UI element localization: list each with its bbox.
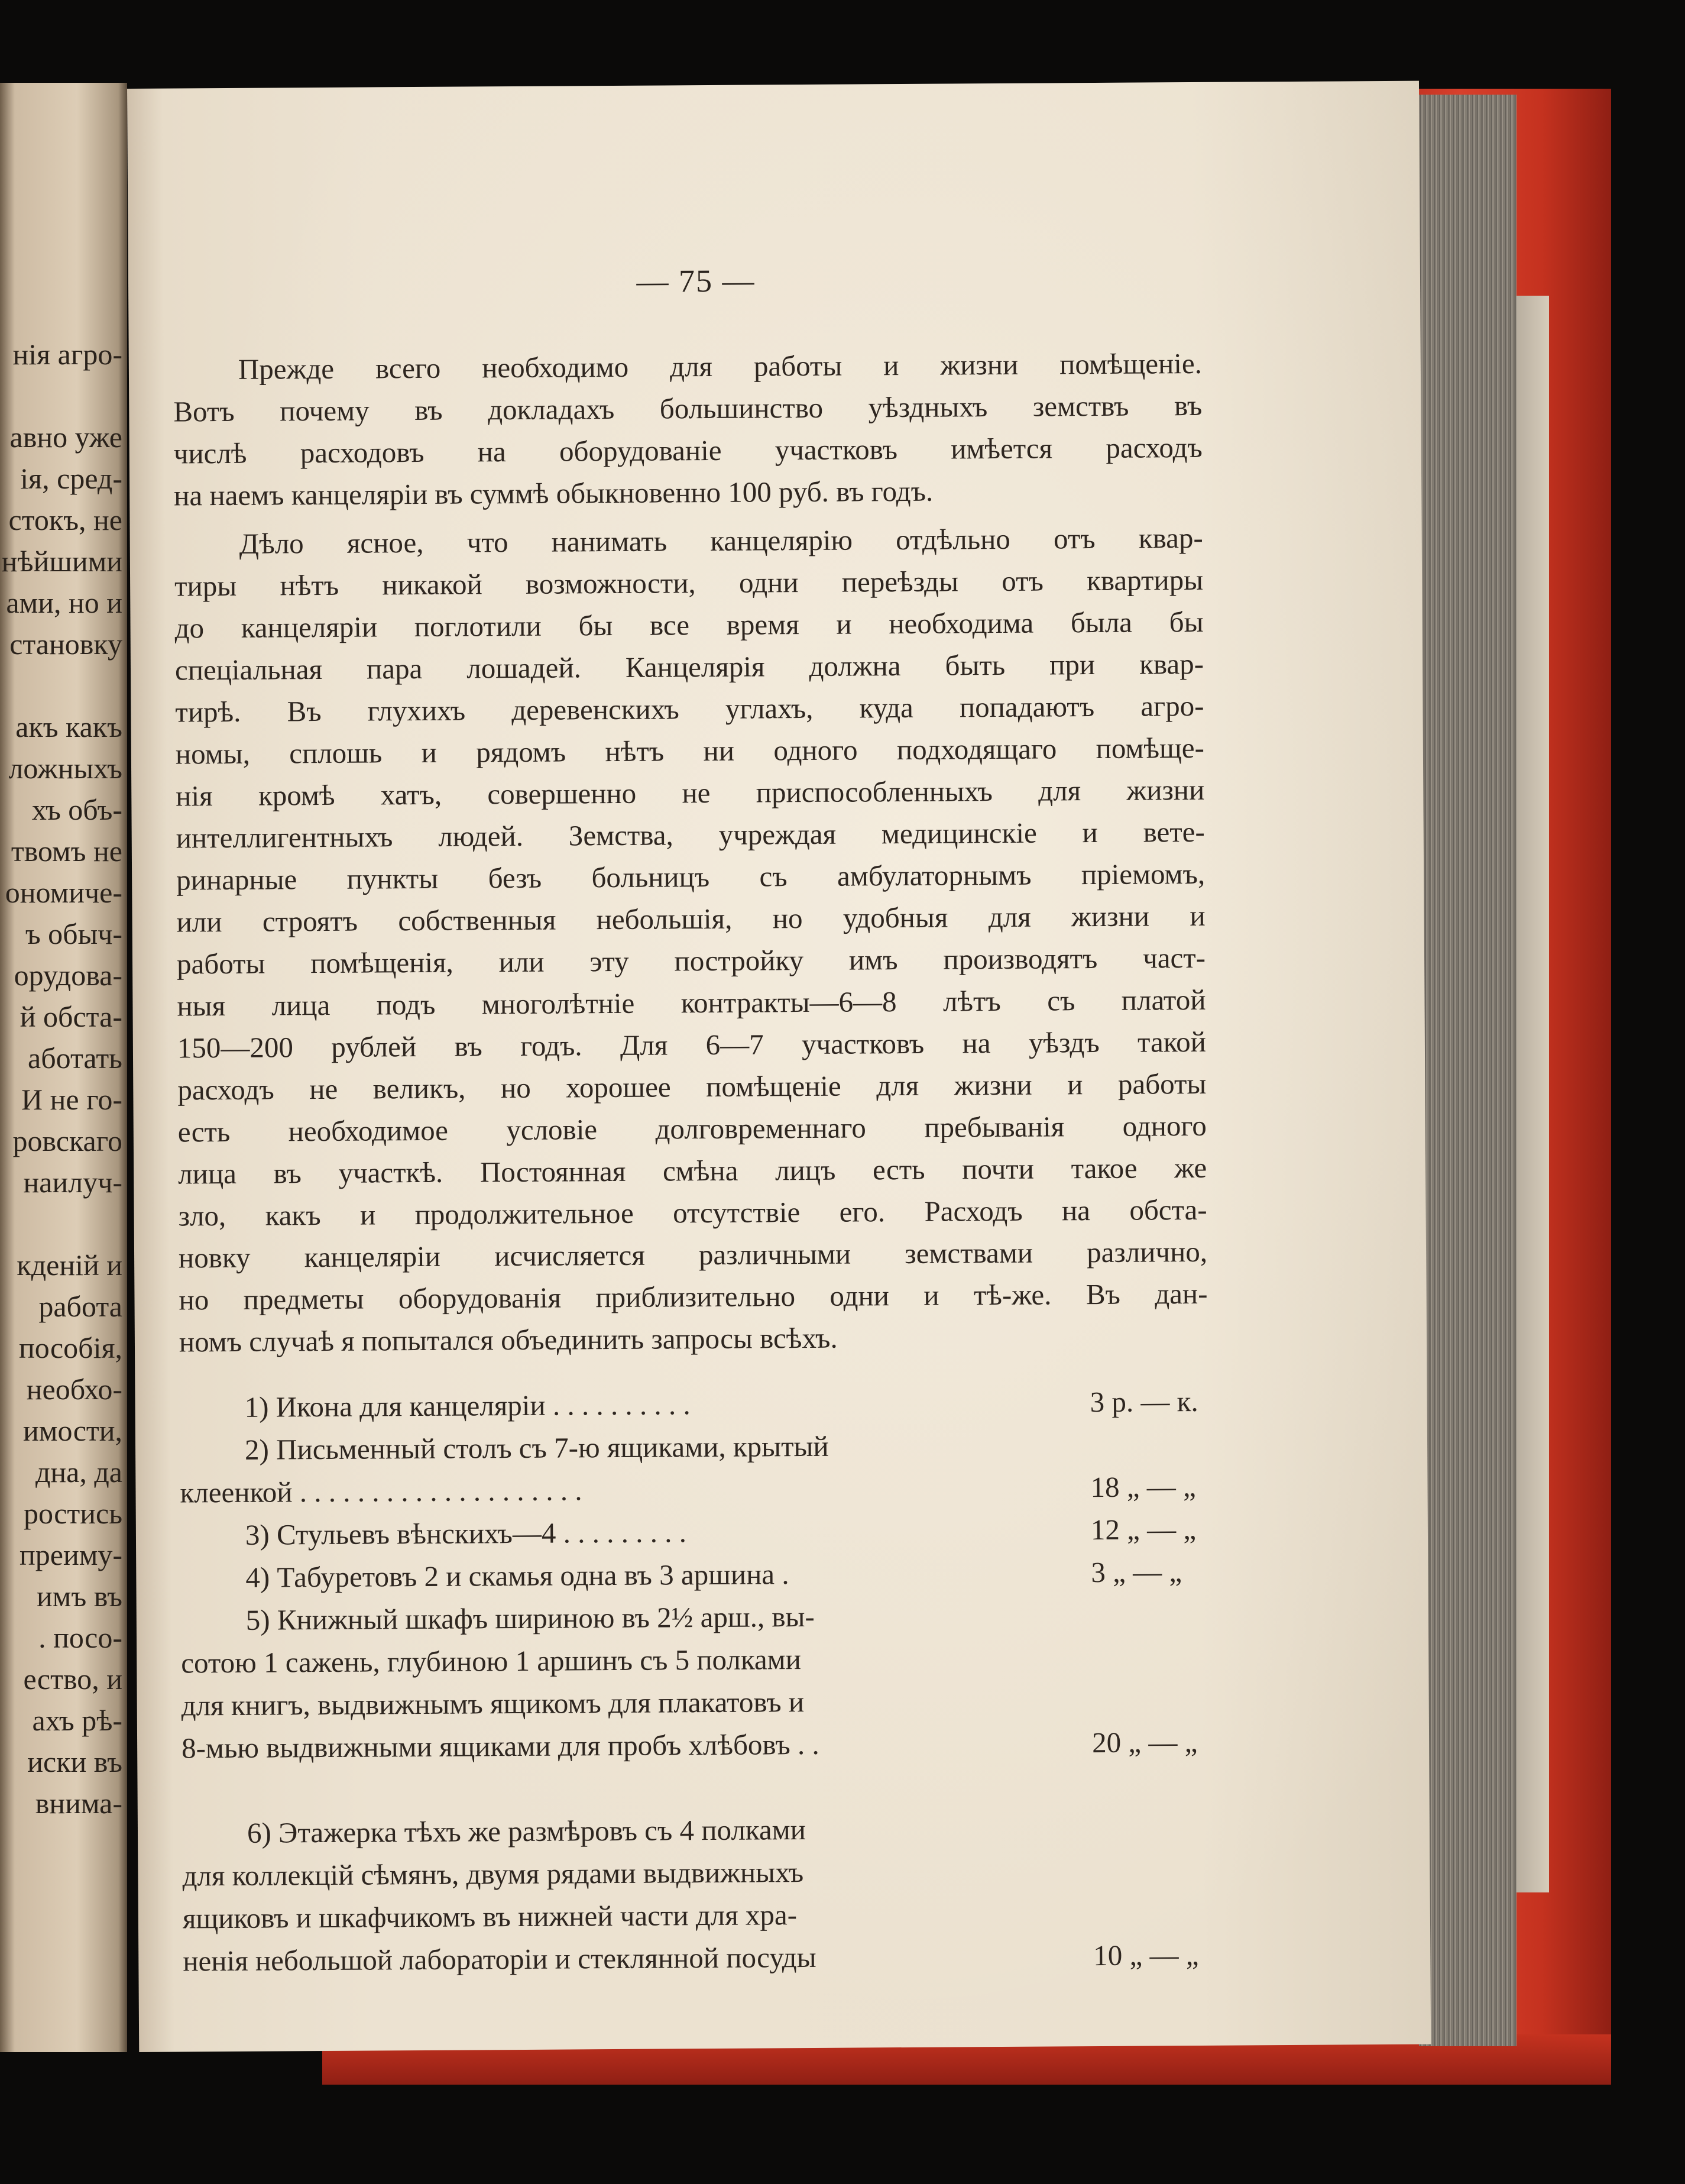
left-page-line: дна, да: [35, 1455, 122, 1489]
text-line: расходъ не великъ, но хорошее помѣщеніе для жизни и работы: [177, 1067, 1207, 1106]
left-page-line: становку: [9, 627, 122, 661]
item-text: для книгъ, выдвижнымъ ящикомъ для плакатовъ и: [181, 1685, 805, 1722]
list-item: [181, 1635, 1245, 1684]
list-item: [182, 1763, 1246, 1812]
list-item: [183, 1891, 1247, 1940]
page-fore-edge: [1419, 95, 1516, 2046]
item-text: ящиковъ и шкафчикомъ въ нижней части для хра-: [182, 1898, 798, 1935]
item-text: 1) Икона для канцеляріи . . . . . . . . . .: [244, 1388, 691, 1423]
list-item: [179, 1380, 1243, 1429]
item-price: 3 „ — „: [1091, 1555, 1182, 1589]
text-line: номъ случаѣ я попытался объединить запросы всѣхъ.: [179, 1321, 838, 1358]
item-text: 5) Книжный шкафъ шириною въ 2½ арш., вы-: [245, 1600, 815, 1636]
left-page-line: ложныхъ: [8, 752, 122, 785]
item-price: 12 „ — „: [1090, 1513, 1197, 1546]
left-page-line: акъ какъ: [15, 710, 122, 743]
left-page-line: иски въ: [27, 1745, 122, 1778]
list-item: [182, 1806, 1246, 1855]
item-text: 4) Табуретовъ 2 и скамья одна въ 3 аршина .: [245, 1558, 789, 1594]
text-line: на наемъ канцеляріи въ суммѣ обыкновенно 100 руб. въ годъ.: [174, 474, 934, 512]
item-text: клеенкой . . . . . . . . . . . . . . . . . . . .: [180, 1474, 582, 1509]
text-line: интеллигентныхъ людей. Земства, учреждая медицинскіе и вете-: [176, 815, 1205, 855]
list-item: [183, 1933, 1247, 1982]
list-item: [180, 1551, 1245, 1600]
text-line: до канцеляріи поглотили бы все время и необходима была бы: [174, 605, 1204, 645]
left-page-line: ономиче-: [5, 876, 122, 909]
left-page-line: наилуч-: [23, 1166, 122, 1199]
item-text: сотою 1 сажень, глубиною 1 аршинъ съ 5 полками: [181, 1643, 802, 1680]
left-page-line: необхо-: [26, 1373, 122, 1406]
item-price: 20 „ — „: [1091, 1725, 1198, 1759]
text-line: номы, сплошь и рядомъ нѣтъ ни одного подходящаго помѣще-: [175, 731, 1205, 771]
item-price: 10 „ — „: [1093, 1938, 1199, 1972]
text-line: ныя лица подъ многолѣтніе контракты—6—8 лѣтъ съ платой: [177, 983, 1206, 1023]
left-page-line: И не го-: [21, 1083, 122, 1116]
text-line: лица въ участкѣ. Постоянная смѣна лицъ есть почти такое же: [178, 1151, 1207, 1190]
left-page-line: пособія,: [18, 1331, 122, 1364]
list-item: [180, 1423, 1244, 1472]
book-page: [127, 81, 1431, 2052]
text-line: 150—200 рублей въ годъ. Для 6—7 участковъ на уѣздъ такой: [177, 1025, 1207, 1065]
left-page-line: орудова-: [14, 959, 122, 992]
text-line: тиры нѣтъ никакой возможности, одни переѣзды отъ квартиры: [174, 563, 1204, 603]
left-page-line: нѣйшими: [1, 545, 122, 578]
equipment-list: [179, 1380, 1247, 1983]
list-item: [182, 1848, 1246, 1897]
left-page-line: . посо-: [38, 1621, 122, 1654]
item-text: 2) Письменный столъ съ 7-ю ящиками, крытый: [244, 1429, 829, 1466]
left-page-line: имъ въ: [37, 1580, 122, 1613]
list-item: [182, 1720, 1246, 1769]
item-text: для коллекцій сѣмянъ, двумя рядами выдвижныхъ: [182, 1856, 804, 1892]
paragraph-1: [173, 342, 1203, 517]
left-page-line: работа: [38, 1290, 122, 1323]
text-line: или строятъ собственныя небольшія, но удобныя для жизни и: [176, 899, 1206, 939]
text-line: зло, какъ и продолжительное отсутствіе его. Расходъ на обста-: [178, 1193, 1207, 1232]
left-page-line: ъ обыч-: [25, 917, 122, 950]
page-fore-edge-light: [1516, 296, 1549, 1892]
text-line: числѣ расходовъ на оборудованіе участковъ имѣется расходъ: [173, 431, 1203, 470]
left-page-line: ростись: [23, 1497, 122, 1530]
page-number: — 75 —: [636, 263, 756, 299]
left-page-line: кденій и: [17, 1248, 122, 1282]
left-facing-page: [0, 83, 127, 2052]
left-page-line: хъ объ-: [31, 793, 122, 826]
left-page-line: аботать: [28, 1041, 122, 1075]
list-item: [180, 1508, 1245, 1557]
left-page-line: ество, и: [23, 1662, 122, 1696]
text-line: спеціальная пара лошадей. Канцелярія должна быть при квар-: [174, 647, 1204, 687]
left-page-line: й обста-: [20, 1000, 122, 1033]
left-page-line: твомъ не: [11, 834, 122, 868]
left-page-line: ахъ рѣ-: [32, 1704, 122, 1737]
text-line: работы помѣщенія, или эту постройку имъ производятъ част-: [176, 941, 1206, 981]
item-price: 3 р. — к.: [1090, 1384, 1198, 1419]
left-page-line: преиму-: [20, 1538, 122, 1571]
item-text: ненія небольшой лабораторіи и стеклянной посуды: [183, 1940, 816, 1978]
left-page-line: имости,: [23, 1414, 122, 1447]
text-line: новку канцеляріи исчисляется различными земствами различно,: [178, 1235, 1208, 1274]
item-text: 3) Стульевъ вѣнскихъ—4 . . . . . . . . .: [245, 1516, 687, 1551]
left-page-line: внима-: [35, 1787, 122, 1820]
left-page-line: ія, сред-: [20, 462, 122, 495]
item-text: 8-мью выдвижными ящиками для пробъ хлѣбовъ . .: [181, 1727, 819, 1765]
text-line: Вотъ почему въ докладахъ большинство уѣздныхъ земствъ въ: [173, 389, 1203, 428]
left-page-line: стокъ, не: [8, 503, 122, 536]
text-line: но предметы оборудованія приблизительно одни и тѣ-же. Въ дан-: [179, 1277, 1208, 1316]
list-item: [181, 1593, 1245, 1642]
item-price: 18 „ — „: [1090, 1470, 1196, 1504]
text-line: есть необходимое условіе долговременнаго пребыванія одного: [177, 1109, 1207, 1148]
list-item: [180, 1465, 1244, 1515]
list-item: [181, 1678, 1245, 1727]
text-line: ринарные пункты безъ больницъ съ амбулаторнымъ пріемомъ,: [176, 857, 1206, 897]
text-line: Прежде всего необходимо для работы и жизни помѣщеніе.: [238, 347, 1203, 386]
left-page-line: авно уже: [9, 420, 122, 454]
left-page-line: нія агро-: [12, 338, 122, 371]
paragraph-2: [174, 517, 1208, 1363]
text-line: Дѣло ясное, что нанимать канцелярію отдѣльно отъ квар-: [239, 521, 1203, 560]
item-text: 6) Этажерка тѣхъ же размѣровъ съ 4 полками: [247, 1813, 806, 1849]
left-page-line: ами, но и: [6, 586, 122, 619]
text-line: нія кромѣ хатъ, совершенно не приспособленныхъ для жизни: [176, 773, 1205, 813]
left-page-line: ровскаго: [12, 1124, 122, 1157]
text-line: тирѣ. Въ глухихъ деревенскихъ углахъ, куда попадаютъ агро-: [175, 689, 1204, 729]
